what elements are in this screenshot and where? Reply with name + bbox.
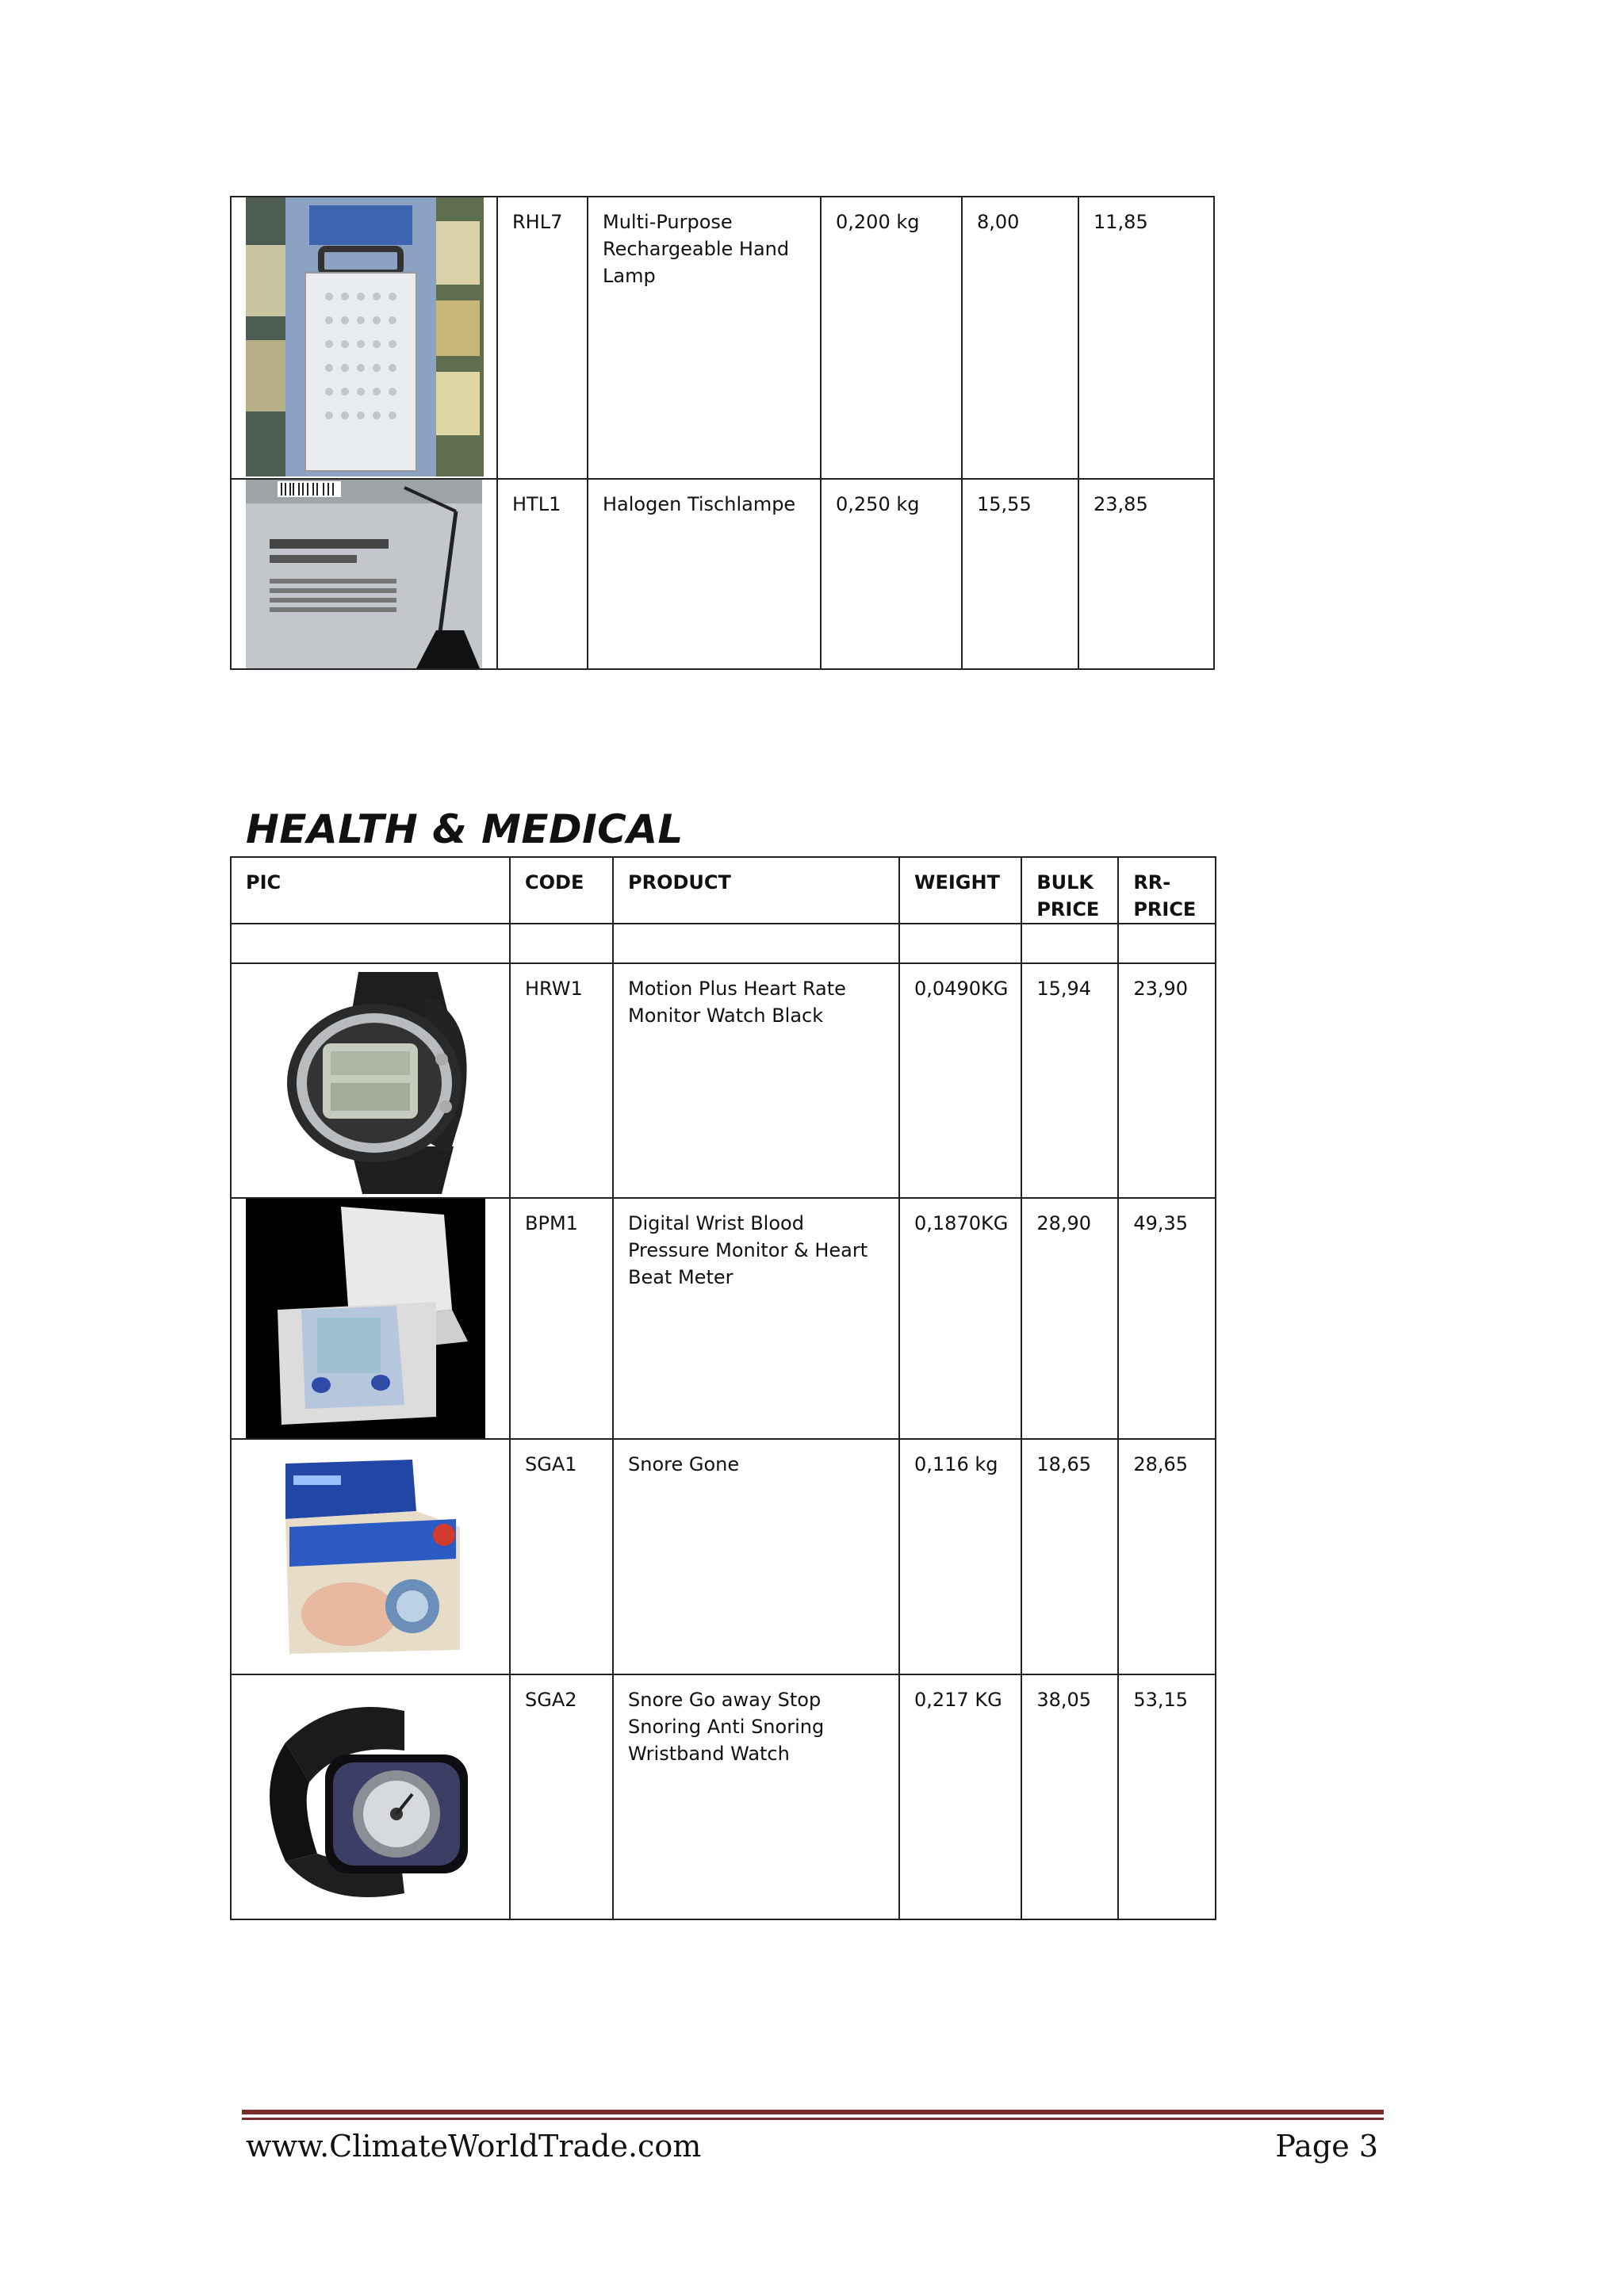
footer-divider	[242, 2110, 1384, 2114]
heart-rate-watch-photo	[263, 972, 485, 1194]
footer-page-number: Page 3	[1275, 2129, 1378, 2164]
bulk-price: 15,55	[962, 479, 1078, 669]
product-weight: 0,1870KG	[899, 1198, 1021, 1439]
bulk-price: 38,05	[1021, 1674, 1118, 1919]
product-image-cell	[231, 197, 497, 479]
product-code: HRW1	[510, 963, 613, 1198]
lighting-table	[230, 196, 1215, 670]
table-row	[231, 1439, 1216, 1674]
product-weight: 0,0490KG	[899, 963, 1021, 1198]
rechargeable-hand-lamp-photo	[246, 197, 484, 476]
product-image-cell	[231, 963, 510, 1198]
footer-website-url: www.ClimateWorldTrade.com	[246, 2129, 702, 2164]
bulk-price: 15,94	[1021, 963, 1118, 1198]
product-weight: 0,116 kg	[899, 1439, 1021, 1674]
blood-pressure-monitor-photo	[246, 1199, 485, 1438]
bulk-price: 18,65	[1021, 1439, 1118, 1674]
product-name: Motion Plus Heart Rate Monitor Watch Black	[613, 963, 899, 1198]
footer-divider-thin	[242, 2118, 1384, 2120]
table-row	[231, 197, 1214, 479]
product-name: Snore Gone	[613, 1439, 899, 1674]
header-weight: WEIGHT	[899, 857, 1021, 924]
rr-price: 23,90	[1118, 963, 1216, 1198]
product-name: Halogen Tischlampe	[588, 479, 821, 669]
header-pic: PIC	[231, 857, 510, 924]
product-weight: 0,217 KG	[899, 1674, 1021, 1919]
section-title: HEALTH & MEDICAL	[246, 806, 684, 852]
table-row	[231, 963, 1216, 1198]
table-header-row	[231, 857, 1216, 924]
product-code: RHL7	[497, 197, 588, 479]
halogen-table-lamp-photo	[246, 480, 482, 668]
snore-gone-box-photo	[278, 1456, 468, 1654]
product-image-cell	[231, 1198, 510, 1439]
product-code: SGA1	[510, 1439, 613, 1674]
product-name: Digital Wrist Blood Pressure Monitor & Heart Beat Meter	[613, 1198, 899, 1439]
product-weight: 0,250 kg	[821, 479, 962, 669]
table-row	[231, 479, 1214, 669]
product-weight: 0,200 kg	[821, 197, 962, 479]
header-product: PRODUCT	[613, 857, 899, 924]
rr-price: 11,85	[1078, 197, 1214, 479]
rr-price: 28,65	[1118, 1439, 1216, 1674]
rr-price: 49,35	[1118, 1198, 1216, 1439]
empty-row	[231, 924, 1216, 963]
anti-snoring-watch-photo	[254, 1695, 484, 1909]
bulk-price: 28,90	[1021, 1198, 1118, 1439]
header-code: CODE	[510, 857, 613, 924]
rr-price: 53,15	[1118, 1674, 1216, 1919]
header-bulk-price: BULK PRICE	[1021, 857, 1118, 924]
header-rr-price: RR-PRICE	[1118, 857, 1216, 924]
product-image-cell	[231, 1439, 510, 1674]
health-medical-table	[230, 856, 1216, 1920]
product-name: Multi-Purpose Rechargeable Hand Lamp	[588, 197, 821, 479]
product-image-cell	[231, 479, 497, 669]
product-code: SGA2	[510, 1674, 613, 1919]
table-row	[231, 1674, 1216, 1919]
rr-price: 23,85	[1078, 479, 1214, 669]
bulk-price: 8,00	[962, 197, 1078, 479]
product-code: HTL1	[497, 479, 588, 669]
product-image-cell	[231, 1674, 510, 1919]
product-name: Snore Go away Stop Snoring Anti Snoring Wristband Watch	[613, 1674, 899, 1919]
table-row	[231, 1198, 1216, 1439]
product-code: BPM1	[510, 1198, 613, 1439]
